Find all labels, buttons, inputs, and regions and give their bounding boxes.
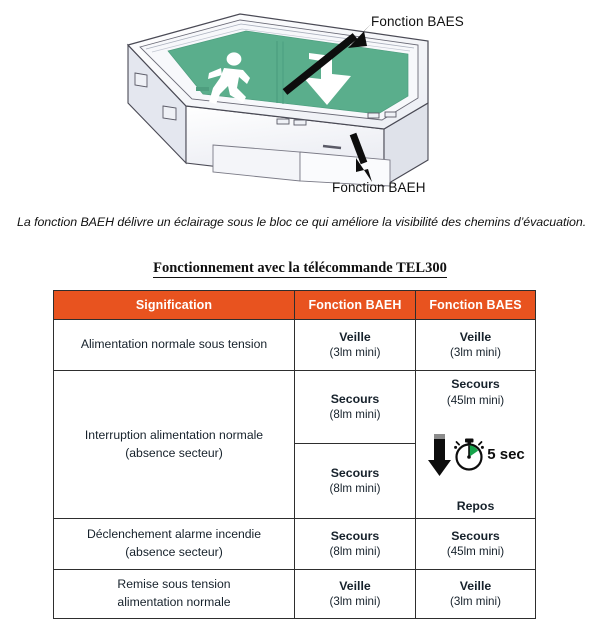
- cell-baes-lumen: (3lm mini): [450, 595, 501, 609]
- table-row: [54, 320, 536, 371]
- cell-baes-lumen: (3lm mini): [450, 346, 501, 360]
- cell-signification: Alimentation normale sous tension: [54, 320, 295, 371]
- cell-baeh-state: Veille: [339, 578, 371, 593]
- cell-baeh-lumen: (3lm mini): [329, 595, 381, 609]
- table-row: [54, 570, 536, 619]
- cell-baeh-state: Veille: [339, 329, 371, 344]
- cell-baes-state: Secours: [451, 377, 500, 391]
- table-header-row: [54, 291, 536, 320]
- cell-signification: [54, 519, 295, 570]
- cell-baes: [416, 570, 536, 619]
- cell-signification-line2: alimentation normale: [117, 595, 231, 609]
- cell-baeh-state: Secours: [330, 465, 380, 480]
- table-title-text: Fonctionnement avec la télécommande TEL300: [153, 260, 447, 276]
- table-title: [0, 260, 600, 277]
- cell-baes-lumen: (45lm mini): [446, 545, 505, 559]
- operation-modes-table: [53, 290, 536, 619]
- callout-label-baeh: Fonction BAEH: [332, 180, 426, 195]
- cell-baeh: [295, 519, 416, 570]
- cell-baeh-lumen: (3lm mini): [329, 346, 381, 360]
- cell-baes-state: Veille: [459, 578, 492, 593]
- cell-signification-line1: Remise sous tension: [117, 577, 231, 592]
- table-row: [54, 371, 536, 444]
- cell-baeh-state: Secours: [330, 528, 380, 543]
- table-row: [54, 519, 536, 570]
- cell-baeh-lumen: (8lm mini): [329, 408, 381, 422]
- cell-signification-line1: Déclenchement alarme incendie: [86, 527, 262, 542]
- column-header-signification: Signification: [54, 291, 295, 320]
- product-illustration: [0, 0, 600, 205]
- column-header-baes: Fonction BAES: [416, 291, 536, 320]
- cell-baes-state: Secours: [451, 528, 500, 543]
- cell-baeh-lumen: (8lm mini): [329, 482, 381, 496]
- cell-signification: [54, 371, 295, 519]
- cell-baes: [416, 519, 536, 570]
- cell-baes-end-state: Repos: [456, 498, 495, 513]
- cell-baeh: [295, 444, 416, 519]
- cell-signification-line1: Interruption alimentation normale: [84, 427, 264, 442]
- cell-signification-line2: (absence secteur): [125, 545, 223, 559]
- baes-timer-indicator: [426, 431, 525, 479]
- stopwatch-icon: [454, 438, 484, 469]
- cell-baes-lumen: (45lm mini): [446, 393, 505, 407]
- exit-sign-device-drawing: [0, 0, 600, 205]
- cell-baes: [416, 320, 536, 371]
- cell-baeh-state: Secours: [330, 391, 380, 406]
- baes-timer-label: 5 sec: [487, 446, 525, 464]
- illustration-caption: La fonction BAEH délivre un éclairage sous le bloc ce qui améliore la visibilité des chemins d’évacuation.: [17, 215, 587, 229]
- cell-baeh-lumen: (8lm mini): [329, 545, 381, 559]
- cell-baes: [416, 371, 536, 519]
- cell-baeh: [295, 570, 416, 619]
- column-header-baeh: Fonction BAEH: [295, 291, 416, 320]
- cell-baeh: [295, 320, 416, 371]
- callout-label-baes: Fonction BAES: [371, 14, 464, 29]
- cell-signification-line2: (absence secteur): [125, 445, 223, 460]
- cell-baeh: [295, 371, 416, 444]
- down-arrow-and-stopwatch-icon: [426, 431, 488, 479]
- cell-signification: [54, 570, 295, 619]
- cell-baes-state: Veille: [459, 329, 492, 344]
